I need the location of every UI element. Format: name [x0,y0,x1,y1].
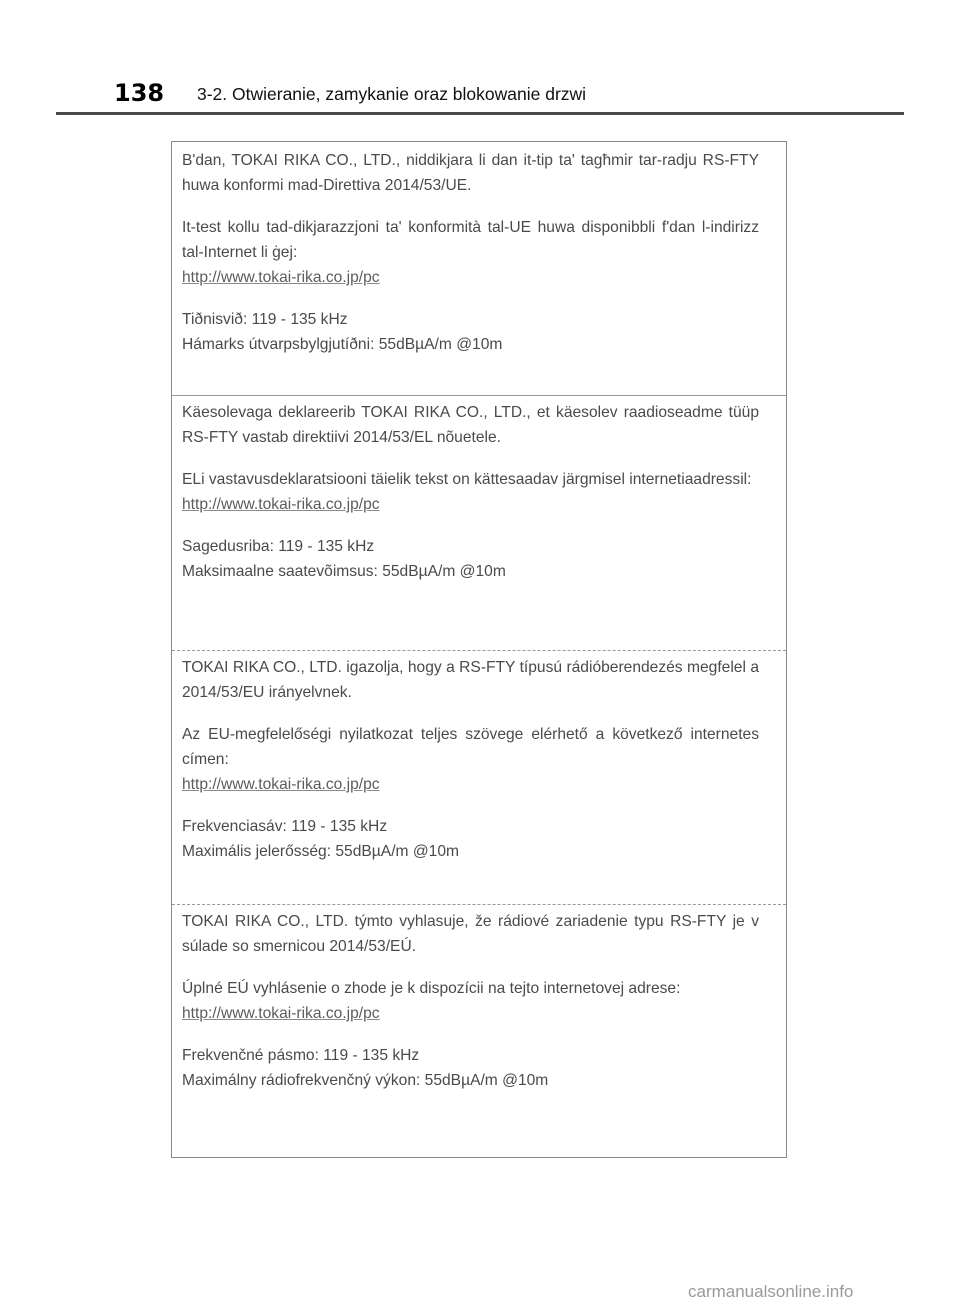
frequency-text: Sagedusriba: 119 - 135 kHz [182,538,375,555]
frequency-text: Tiðnisvið: 119 - 135 kHz [182,311,348,328]
power-text: Hámarks útvarpsbylgjutíðni: 55dBµA/m @10m [182,336,503,353]
declaration-text: B'dan, TOKAI RIKA CO., LTD., niddikjara li dan it-tip ta' tagħmir tar-radju RS-FTY huwa konformi mad-Direttiva 2014/53/UE. [182,152,759,194]
notice-section-et [172,400,786,584]
power-text: Maximálny rádiofrekvenčný výkon: 55dBµA/m @10m [182,1072,549,1089]
page-header [0,78,960,108]
section-divider [172,395,786,396]
availability-text: Úplné EÚ vyhlásenie o zhode je k dispozícii na tejto internetovej adrese: [182,980,681,997]
notice-section-mt [172,148,786,357]
doc-url-link[interactable]: http://www.tokai-rika.co.jp/pc [182,1005,380,1022]
frequency-text: Frekvenčné pásmo: 119 - 135 kHz [182,1047,420,1064]
power-text: Maximális jelerősség: 55dBµA/m @10m [182,843,460,860]
section-title: 3-2. Otwieranie, zamykanie oraz blokowanie drzwi [197,84,587,104]
regulatory-notice-box [171,141,787,1158]
notice-section-sk [172,909,786,1093]
doc-url-link[interactable]: http://www.tokai-rika.co.jp/pc [182,776,380,793]
header-rule [56,112,904,115]
declaration-text: TOKAI RIKA CO., LTD. igazolja, hogy a RS-FTY típusú rádióberendezés megfelel a 2014/53/EU irányelvnek. [182,659,759,701]
section-divider [172,650,786,651]
notice-section-hu [172,655,786,864]
availability-text: It-test kollu tad-dikjarazzjoni ta' konformità tal-UE huwa disponibbli f'dan l-indirizz tal-Internet li ġej: [182,219,759,261]
availability-text: Az EU-megfelelőségi nyilatkozat teljes szövege elérhető a következő internetes címen: [182,726,759,768]
section-divider [172,904,786,905]
frequency-text: Frekvenciasáv: 119 - 135 kHz [182,818,388,835]
declaration-text: TOKAI RIKA CO., LTD. týmto vyhlasuje, že rádiové zariadenie typu RS-FTY je v súlade so smernicou 2014/53/EÚ. [182,913,759,955]
page-number: 138 [114,79,165,107]
declaration-text: Käesolevaga deklareerib TOKAI RIKA CO., LTD., et käesolev raadioseadme tüüp RS-FTY vastab direktiivi 2014/53/EL nõuetele. [182,404,759,446]
power-text: Maksimaalne saatevõimsus: 55dBµA/m @10m [182,563,506,580]
doc-url-link[interactable]: http://www.tokai-rika.co.jp/pc [182,269,380,286]
site-watermark: carmanualsonline.info [688,1282,854,1301]
availability-text: ELi vastavusdeklaratsiooni täielik tekst on kättesaadav järgmisel internetiaadressil: [182,471,752,488]
doc-url-link[interactable]: http://www.tokai-rika.co.jp/pc [182,496,380,513]
